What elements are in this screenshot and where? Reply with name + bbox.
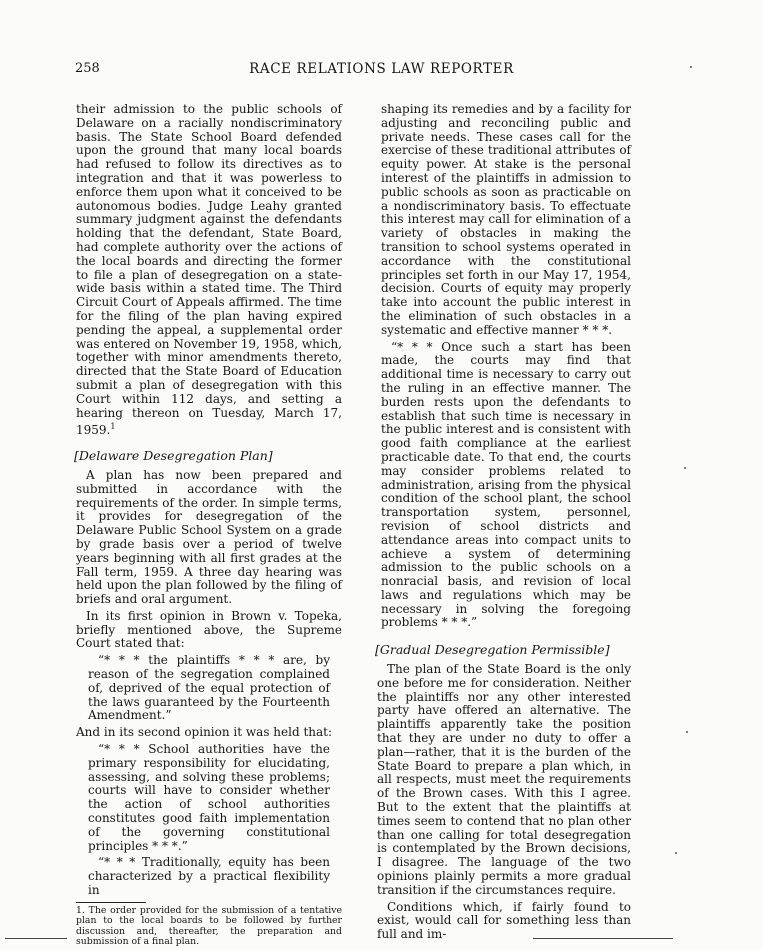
page-number: 258 bbox=[75, 61, 100, 76]
right-column bbox=[377, 103, 631, 945]
left-column bbox=[76, 103, 342, 950]
scan-speck bbox=[684, 467, 686, 469]
scan-speck bbox=[686, 731, 688, 733]
paragraph-second-opinion-intro: And in its second opinion it was held that: bbox=[76, 725, 333, 740]
paragraph-plan-description: A plan has now been prepared and submitted in accordance with the requirements of the order. In simple terms, it provides for desegregation of the Delaware Public School System on a grade by grade basis over a period of twelve years beginning with all first grades at the Fall term, 1959. A three day hearing was held upon the plan followed by the filing of briefs and oral argument. bbox=[76, 467, 342, 607]
footnote: 1. The order provided for the submission of a tentative plan to the local boards to be followed by further discussion and, thereafter, the preparation and submission of a final plan. bbox=[76, 904, 342, 948]
paragraph-admission bbox=[76, 103, 342, 438]
block-quote-equity-continued: shaping its remedies and by a facility for adjusting and reconciling public and private needs. These cases call for the exercise of these traditional attributes of equity power. At stake is the personal interest of the plaintiffs in admission to public schools as soon as practicable on a nondiscriminatory basis. To effectuate this interest may call for elimination of a variety of obstacles in making the transition to school systems operated in accordance with the constitutional principles set forth in our May 17, 1954, decision. Courts of equity may properly take into account the public interest in the elimination of such obstacles in a systematic and effective manner * * *. bbox=[381, 102, 631, 337]
scan-speck bbox=[675, 852, 677, 854]
running-head: RACE RELATIONS LAW REPORTER bbox=[249, 61, 514, 77]
scan-speck bbox=[690, 66, 692, 68]
section-heading-gradual-desegregation: [Gradual Desegregation Permissible] bbox=[375, 642, 610, 658]
footnote-rule bbox=[76, 902, 146, 903]
footnote-reference: 1 bbox=[110, 422, 116, 432]
block-quote-additional-time: “* * * Once such a start has been made, the courts may find that additional time is necessary to carry out the ruling in an effective manner. The burden rests upon the defendants to establish that such time is necessary in the public interest and is consistent with good faith compliance at the earliest practicable date. To that end, the courts may consider problems related to administration, arising from the physical condition of the school plant, the school transportation system, personnel, revision of school districts and attendance areas into compact units to achieve a system of determining admission to the public schools on a nonracial basis, and revision of local laws and regulations which may be necessary in solving the foregoing problems * * *.” bbox=[381, 339, 631, 630]
paragraph-conditions: Conditions which, if fairly found to exist, would call for something less than full and im- bbox=[377, 899, 631, 942]
block-quote-first-opinion: “* * * the plaintiffs * * * are, by reason of the segregation complained of, deprived of the equal protection of the laws guaranteed by the Fourteenth Amendment.” bbox=[88, 653, 330, 723]
block-quote-equity: “* * * Traditionally, equity has been characterized by a practical flexibility in bbox=[88, 855, 330, 898]
section-heading-delaware-plan: [Delaware Desegregation Plan] bbox=[74, 448, 273, 464]
scan-artifact-bottom-left bbox=[5, 938, 67, 939]
scan-artifact-bottom-right bbox=[533, 938, 673, 939]
block-quote-school-authorities: “* * * School authorities have the primary responsibility for elucidating, assessing, and solving these problems; courts will have to consider whether the action of school authorities constitutes good faith implementation of the governing constitutional principles * * *.” bbox=[88, 742, 330, 853]
paragraph-brown-intro: In its first opinion in Brown v. Topeka, briefly mentioned above, the Supreme Court stated that: bbox=[76, 608, 342, 651]
paragraph-text: their admission to the public schools of Delaware on a racially nondiscriminatory basis. The State School Board defended upon the ground that many local boards had refused to follow its directives as to integration and that it was powerless to enforce them upon what it conceived to be autonomous bodies. Judge Leahy granted summary judgment against the defendants holding that the defendant, State Board, had complete authority over the actions of the local boards and directing the former to file a plan of desegregation on a state-wide basis within a stated time. The Third Circuit Court of Appeals affirmed. The time for the filing of the plan having expired pending the appeal, a supplemental order was entered on November 19, 1958, which, together with minor amendments thereto, directed that the State Board of Education submit a plan of desegregation with this Court within 112 days, and setting a hearing thereon on Tuesday, March 17, 1959. bbox=[76, 102, 342, 438]
paragraph-state-board-plan: The plan of the State Board is the only one before me for consideration. Neither the plaintiffs nor any other interested party have offered an alternative. The plaintiffs apparently take the position that they are under no duty to offer a plan—rather, that it is the burden of the State Board to prepare a plan which, in all respects, must meet the requirements of the Brown cases. With this I agree. But to the extent that the plaintiffs at times seem to contend that no plan other than one calling for total desegregation is contemplated by the Brown decisions, I disagree. The language of the two opinions plainly permits a more gradual transition if the circumstances require. bbox=[377, 662, 631, 897]
